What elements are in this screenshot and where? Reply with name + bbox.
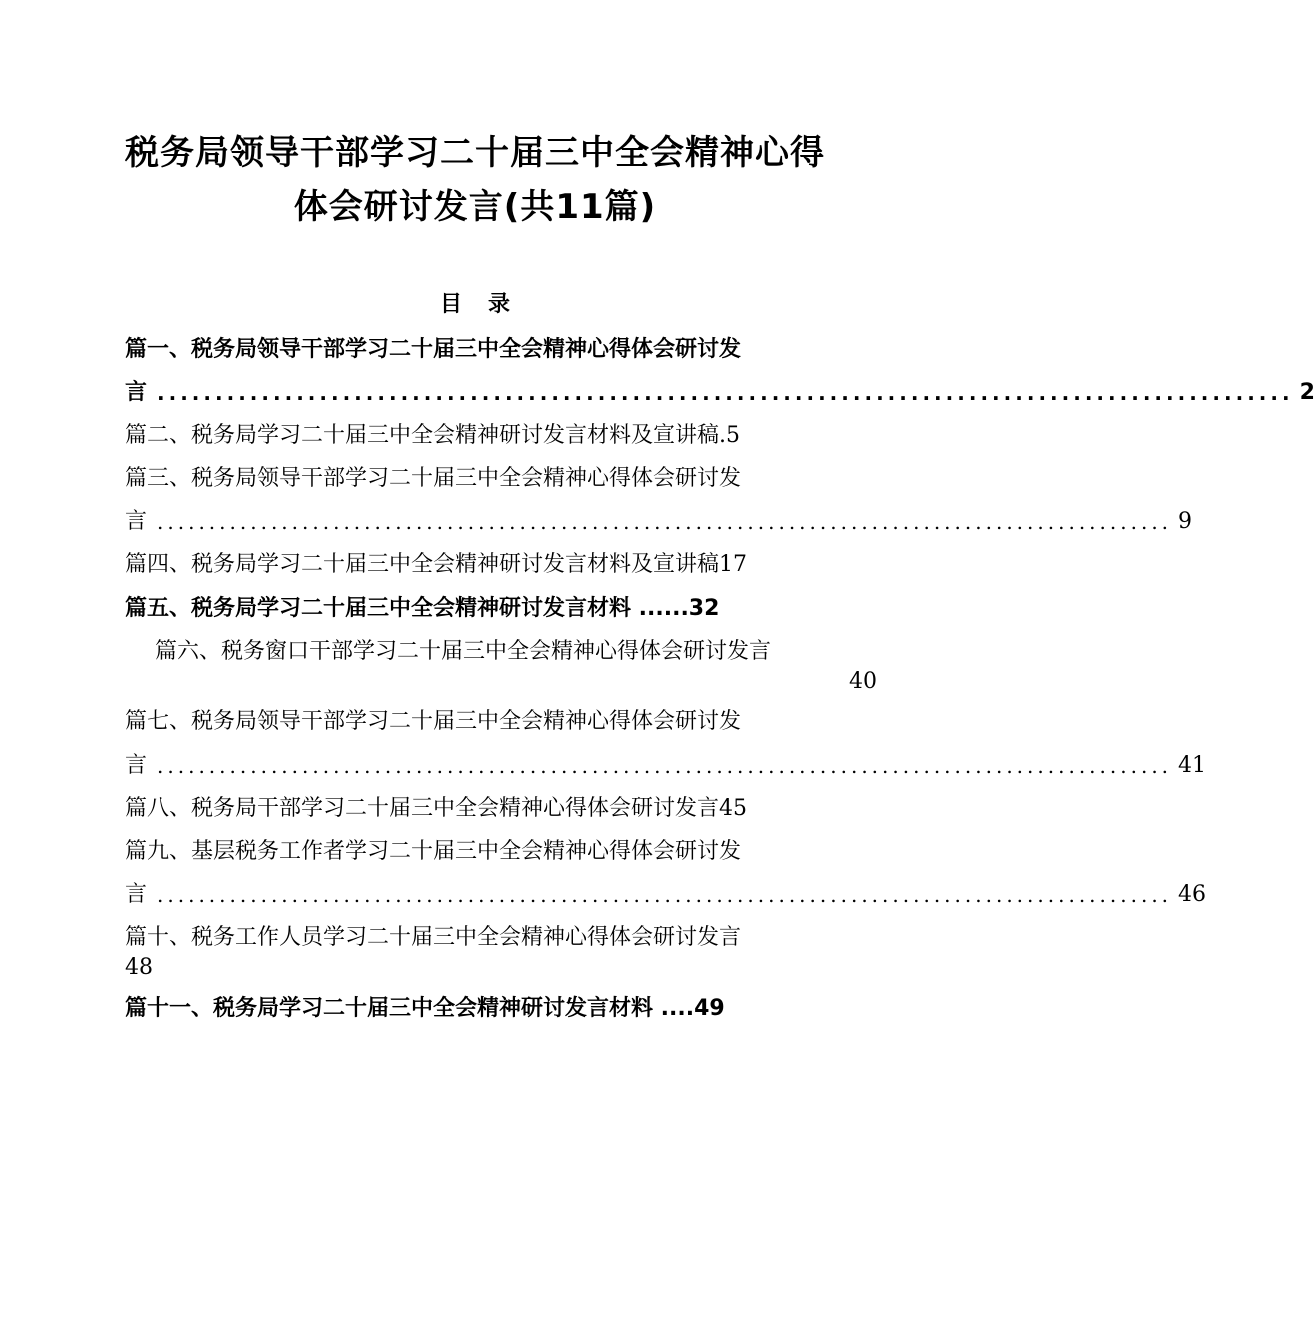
- toc-entry-7-page: 41: [1178, 753, 1207, 778]
- toc-entry-6[interactable]: 篇六、税务窗口干部学习二十届三中全会精神心得体会研讨发言: [155, 639, 772, 664]
- toc-entry-1[interactable]: 篇一、税务局领导干部学习二十届三中全会精神心得体会研讨发: [125, 337, 742, 362]
- toc-entry-3-page: 9: [1178, 509, 1193, 534]
- toc-entry-3-cont[interactable]: [125, 507, 1193, 537]
- document-title-line1: 税务局领导干部学习二十届三中全会精神心得: [125, 133, 825, 173]
- toc-entry-8[interactable]: 篇八、税务局干部学习二十届三中全会精神心得体会研讨发言45: [125, 796, 747, 821]
- toc-entry-10[interactable]: 篇十、税务工作人员学习二十届三中全会精神心得体会研讨发言: [125, 925, 742, 950]
- toc-entry-7-tail: 言: [125, 753, 148, 778]
- dot-leader: ..................................................................................................: [157, 883, 1173, 907]
- dot-leader: ..................................................................................................: [157, 510, 1173, 534]
- toc-heading: 目录: [439, 292, 536, 317]
- toc-entry-1-page: 2: [1299, 380, 1315, 405]
- toc-entry-10-page: 48: [125, 955, 153, 980]
- toc-entry-3-tail: 言: [125, 509, 148, 534]
- dot-leader: ..................................................................................................: [157, 381, 1294, 405]
- toc-entry-2[interactable]: 篇二、税务局学习二十届三中全会精神研讨发言材料及宣讲稿.5: [125, 423, 740, 448]
- toc-entry-9-cont[interactable]: [125, 880, 1207, 910]
- toc-entry-1-tail: 言: [125, 380, 148, 405]
- toc-entry-7-cont[interactable]: [125, 751, 1207, 781]
- dot-leader: ..................................................................................................: [157, 754, 1173, 778]
- toc-entry-5[interactable]: 篇五、税务局学习二十届三中全会精神研讨发言材料 ......32: [125, 596, 720, 621]
- toc-entry-1-cont[interactable]: [125, 378, 1315, 408]
- toc-entry-7[interactable]: 篇七、税务局领导干部学习二十届三中全会精神心得体会研讨发: [125, 709, 742, 734]
- toc-entry-9-tail: 言: [125, 882, 148, 907]
- document-title-line2: 体会研讨发言(共11篇): [293, 187, 657, 227]
- toc-entry-11[interactable]: 篇十一、税务局学习二十届三中全会精神研讨发言材料 ....49: [125, 996, 725, 1021]
- toc-entry-6-page: 40: [849, 669, 877, 694]
- toc-entry-4[interactable]: 篇四、税务局学习二十届三中全会精神研讨发言材料及宣讲稿17: [125, 552, 747, 577]
- toc-entry-3[interactable]: 篇三、税务局领导干部学习二十届三中全会精神心得体会研讨发: [125, 466, 742, 491]
- toc-entry-9[interactable]: 篇九、基层税务工作者学习二十届三中全会精神心得体会研讨发: [125, 839, 742, 864]
- toc-entry-9-page: 46: [1178, 882, 1207, 907]
